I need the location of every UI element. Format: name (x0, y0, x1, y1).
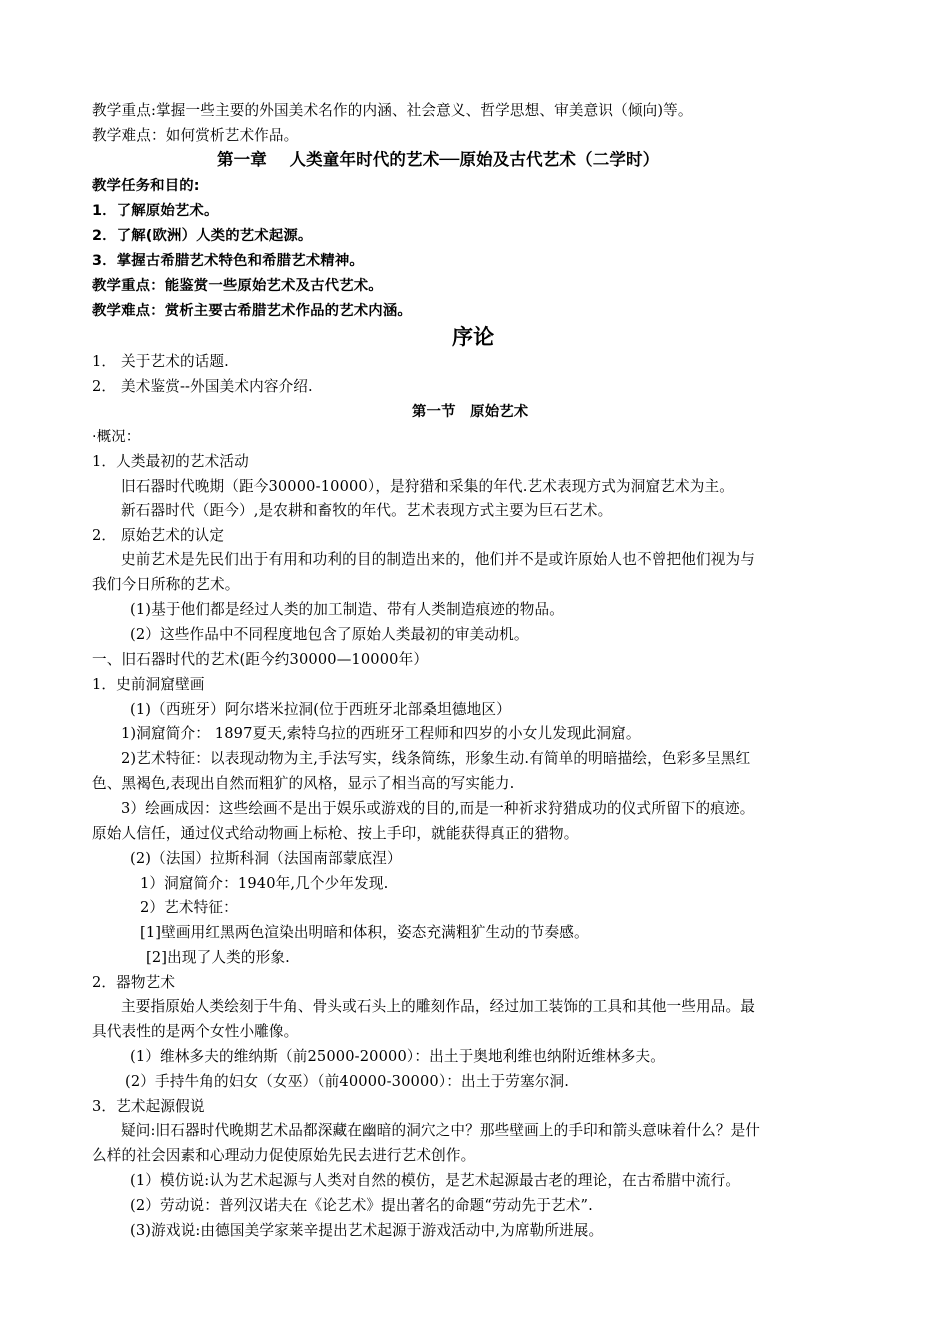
paragraph-line: (2）劳动说：普列汉诺夫在《论艺术》提出著名的命题“劳动先于艺术”. (130, 1197, 593, 1214)
paragraph-line: (1）维林多夫的维纳斯（前25000-20000）：出土于奥地利维也纳附近维林多夫。 (130, 1048, 665, 1065)
paragraph-line: 2)艺术特征：以表现动物为主,手法写实，线条简练，形象生动.有简单的明暗描绘，色彩多呈黑红 (121, 750, 751, 767)
paragraph-line: 新石器时代（距今）,是农耕和畜牧的年代。艺术表现方式主要为巨石艺术。 (121, 502, 613, 519)
paragraph-line: (1)基于他们都是经过人类的加工制造、带有人类制造痕迹的物品。 (130, 601, 564, 618)
preface-item-2: 2． 美术鉴赏--外国美术内容介绍. (92, 378, 313, 395)
paragraph-line: [1]壁画用红黑两色渲染出明暗和体积，姿态充满粗犷生动的节奏感。 (140, 924, 589, 941)
paragraph-line: (2）手持牛角的妇女（女巫）（前40000-30000）：出土于劳塞尔洞. (125, 1073, 570, 1090)
paragraph-line: 1）洞窟简介：1940年,几个少年发现. (140, 875, 389, 892)
paragraph-line: (2)（法国）拉斯科洞（法国南部蒙底涅） (130, 850, 402, 867)
subheading-paleolithic: 一、旧石器时代的艺术(距今约30000—10000年） (92, 651, 429, 668)
paragraph-line: (1)（西班牙）阿尔塔米拉洞(位于西班牙北部桑坦德地区） (130, 701, 511, 718)
task-item-1: 1．了解原始艺术。 (92, 203, 219, 219)
subheading-earliest-art: 1．人类最初的艺术活动 (92, 453, 249, 470)
task-item-3: 3．掌握古希腊艺术特色和希腊艺术精神。 (92, 253, 364, 269)
paragraph-line: 1)洞窟简介： 1897夏天,索特乌拉的西班牙工程师和四岁的小女儿发现此洞窟。 (121, 725, 641, 742)
task-item-2: 2．了解(欧洲）人类的艺术起源。 (92, 228, 313, 244)
paragraph-line: 原始人信任，通过仪式给动物画上标枪、按上手印，就能获得真正的猎物。 (92, 825, 579, 842)
paragraph-line: 史前艺术是先民们出于有用和功利的目的制造出来的，他们并不是或许原始人也不曾把他们视为与 (121, 551, 755, 568)
paragraph-line: 色、黑褐色,表现出自然而粗犷的风格，显示了相当高的写实能力. (92, 775, 515, 792)
subheading-recognition: 2． 原始艺术的认定 (92, 527, 225, 544)
preface-item-1: 1． 关于艺术的话题. (92, 353, 229, 370)
overview-heading: ·概况： (92, 429, 141, 445)
preface-heading: 序论 (452, 325, 495, 349)
teaching-difficulty-line: 教学难点：如何赏析艺术作品。 (92, 127, 299, 144)
paragraph-line: (3)游戏说:由德国美学家莱辛提出艺术起源于游戏活动中,为席勒所进展。 (130, 1222, 604, 1239)
paragraph-line: [2]出现了人类的形象. (146, 949, 290, 966)
paragraph-line: 主要指原始人类绘刻于牛角、骨头或石头上的雕刻作品，经过加工装饰的工具和其他一些用品。最 (121, 998, 755, 1015)
paragraph-line: 旧石器时代晚期（距今30000-10000），是狩猎和采集的年代.艺术表现方式为洞窟艺术为主。 (121, 478, 734, 495)
task-heading: 教学任务和目的: (92, 178, 200, 194)
section-title: 第一节 原始艺术 (412, 404, 529, 420)
paragraph-line: 我们今日所称的艺术。 (92, 576, 240, 593)
teaching-focus-line: 教学重点:掌握一些主要的外国美术名作的内涵、社会意义、哲学思想、审美意识（倾向)等。 (92, 102, 693, 119)
subheading-object-art: 2．器物艺术 (92, 974, 176, 991)
paragraph-line: (1）模仿说:认为艺术起源与人类对自然的模仿，是艺术起源最古老的理论，在古希腊中流行。 (130, 1172, 741, 1189)
subheading-cave-paintings: 1．史前洞窟壁画 (92, 676, 205, 693)
paragraph-line: (2）这些作品中不同程度地包含了原始人类最初的审美动机。 (130, 626, 529, 643)
paragraph-line: 2）艺术特征： (140, 899, 238, 916)
paragraph-line: 具代表性的是两个女性小雕像。 (92, 1023, 299, 1040)
chapter-difficulty-line: 教学难点：赏析主要古希腊艺术作品的艺术内涵。 (92, 303, 412, 319)
subheading-origin-hypotheses: 3．艺术起源假说 (92, 1098, 205, 1115)
chapter-title: 第一章 人类童年时代的艺术──原始及古代艺术（二学时） (217, 150, 660, 169)
paragraph-line: 3）绘画成因：这些绘画不是出于娱乐或游戏的目的,而是一种祈求狩猎成功的仪式所留下的痕迹。 (121, 800, 755, 817)
chapter-focus-line: 教学重点：能鉴赏一些原始艺术及古代艺术。 (92, 278, 383, 294)
paragraph-line: 么样的社会因素和心理动力促使原始先民去进行艺术创作。 (92, 1147, 476, 1164)
paragraph-line: 疑问:旧石器时代晚期艺术品都深藏在幽暗的洞穴之中？那些壁画上的手印和箭头意味着什么？是什 (121, 1122, 761, 1139)
